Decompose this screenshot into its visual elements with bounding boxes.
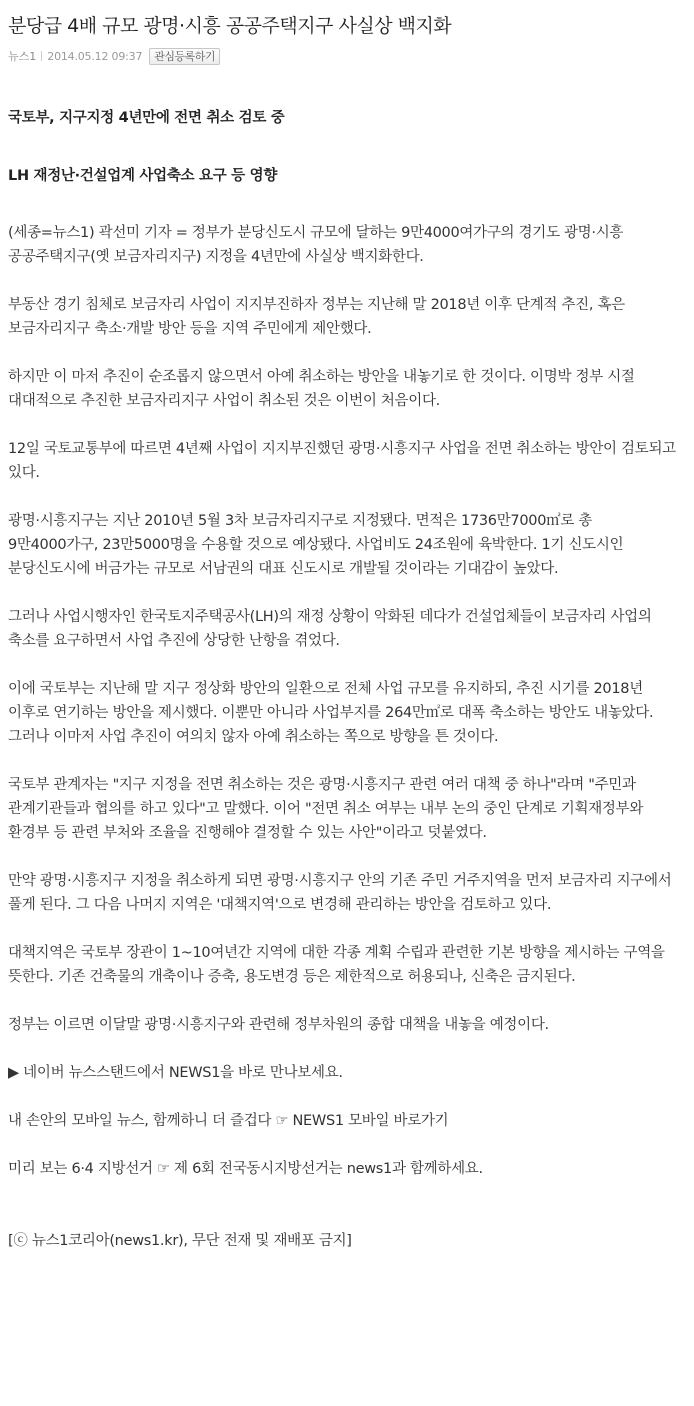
paragraph-6: 그러나 사업시행자인 한국토지주택공사(LH)의 재정 상황이 악화된 데다가 건설업체들이 보금자리 사업의 축소를 요구하면서 사업 추진에 상당한 난항을 겪었다.	[8, 609, 652, 649]
meta-divider	[41, 51, 42, 61]
subhead-2: LH 재정난·건설업계 사업축소 요구 등 영향	[8, 168, 278, 184]
mobile-promo-link[interactable]: 내 손안의 모바일 뉴스, 함께하니 더 즐겁다 ☞ NEWS1 모바일 바로가기	[8, 1113, 449, 1129]
newsstand-promo-link[interactable]: ▶ 네이버 뉴스스탠드에서 NEWS1을 바로 만나보세요.	[8, 1065, 343, 1081]
publish-date: 2014.05.12 09:37	[47, 49, 143, 63]
article-body	[8, 106, 684, 1253]
subhead-1: 국토부, 지구지정 4년만에 전면 취소 검토 중	[8, 110, 285, 126]
paragraph-11: 정부는 이르면 이달말 광명·시흥지구와 관련해 정부차원의 종합 대책을 내놓을 예정이다.	[8, 1017, 549, 1033]
paragraph-7: 이에 국토부는 지난해 말 지구 정상화 방안의 일환으로 전체 사업 규모를 유지하되, 추진 시기를 2018년 이후로 연기하는 방안을 제시했다. 이뿐만 아니라 사업부지를 264만㎡로 대폭 축소하는 방안도 내놓았다. 그러나 이마저 사업 추진이 여의치 않자 아예 취소하는 쪽으로 방향을 튼 것이다.	[8, 681, 654, 745]
paragraph-2: 부동산 경기 침체로 보금자리 사업이 지지부진하자 정부는 지난해 말 2018년 이후 단계적 추진, 혹은 보금자리지구 축소·개발 방안 등을 지역 주민에게 제안했다.	[8, 297, 625, 337]
add-interest-button[interactable]: 관심등록하기	[149, 48, 220, 65]
paragraph-8: 국토부 관계자는 "지구 지정을 전면 취소하는 것은 광명·시흥지구 관련 여러 대책 중 하나"라며 "주민과 관계기관들과 협의를 하고 있다"고 말했다. 이어 "전면 취소 여부는 내부 논의 중인 단계로 기획재정부와 환경부 등 관련 부처와 조율을 진행해야 결정할 수 있는 사안"이라고 덧붙였다.	[8, 777, 644, 841]
press-name[interactable]: 뉴스1	[8, 50, 37, 63]
paragraph-9: 만약 광명·시흥지구 지정을 취소하게 되면 광명·시흥지구 안의 기존 주민 거주지역을 먼저 보금자리 지구에서 풀게 된다. 그 다음 나머지 지역은 '대책지역'으로 변경해 관리하는 방안을 검토하고 있다.	[8, 873, 672, 913]
paragraph-10: 대책지역은 국토부 장관이 1~10여년간 지역에 대한 각종 계획 수립과 관련한 기본 방향을 제시하는 구역을 뜻한다. 기존 건축물의 개축이나 증축, 용도변경 등은 제한적으로 허용되나, 신축은 금지된다.	[8, 945, 665, 985]
election-promo-link[interactable]: 미리 보는 6·4 지방선거 ☞ 제 6회 전국동시지방선거는 news1과 함께하세요.	[8, 1161, 483, 1177]
paragraph-1: (세종=뉴스1) 곽선미 기자 = 정부가 분당신도시 규모에 달하는 9만4000여가구의 경기도 광명·시흥 공공주택지구(옛 보금자리지구) 지정을 4년만에 사실상 백지화한다.	[8, 225, 624, 265]
article-meta	[8, 46, 684, 66]
copyright-notice: [ⓒ 뉴스1코리아(news1.kr), 무단 전재 및 재배포 금지]	[8, 1233, 352, 1249]
paragraph-3: 하지만 이 마저 추진이 순조롭지 않으면서 아예 취소하는 방안을 내놓기로 한 것이다. 이명박 정부 시절 대대적으로 추진한 보금자리지구 사업이 취소된 것은 이번이 처음이다.	[8, 369, 635, 409]
paragraph-5: 광명·시흥지구는 지난 2010년 5월 3차 보금자리지구로 지정됐다. 면적은 1736만7000㎡로 총 9만4000가구, 23만5000명을 수용할 것으로 예상됐다. 사업비도 24조원에 육박한다. 1기 신도시인 분당신도시에 버금가는 규모로 서남권의 대표 신도시로 개발될 것이라는 기대감이 높았다.	[8, 513, 624, 577]
paragraph-4: 12일 국토교통부에 따르면 4년째 사업이 지지부진했던 광명·시흥지구 사업을 전면 취소하는 방안이 검토되고 있다.	[8, 441, 676, 481]
article-headline: 분당급 4배 규모 광명·시흥 공공주택지구 사실상 백지화	[8, 15, 452, 37]
